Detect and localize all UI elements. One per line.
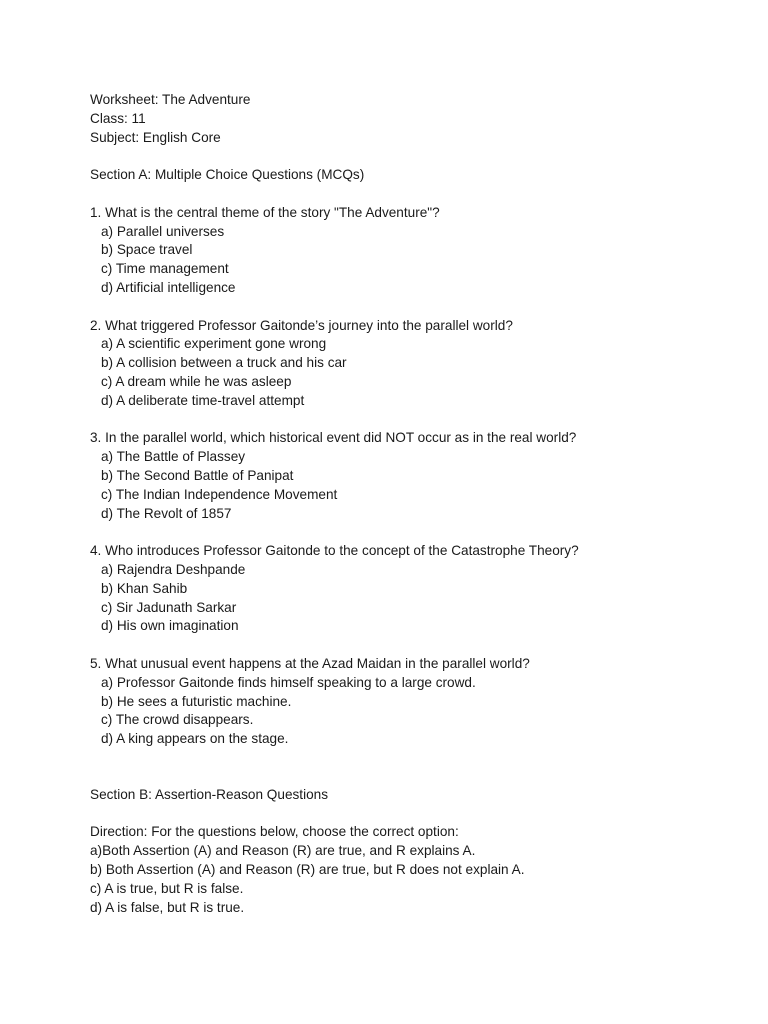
spacer [90, 805, 750, 824]
section-a [90, 166, 750, 749]
spacer [90, 749, 750, 786]
question-4 [90, 542, 750, 636]
option-a: a) A scientific experiment gone wrong [101, 336, 327, 352]
option-b: b) A collision between a truck and his car [101, 355, 347, 371]
option-d: d) The Revolt of 1857 [101, 505, 232, 521]
direction-text: Direction: For the questions below, choose the correct option: [90, 824, 459, 840]
option-c: c) The crowd disappears. [101, 712, 254, 728]
option-a: a) The Battle of Plassey [101, 449, 246, 465]
option-a: a) Parallel universes [101, 223, 225, 239]
spacer [90, 411, 750, 430]
option-d: d) His own imagination [101, 618, 239, 634]
option-d: d) A deliberate time-travel attempt [101, 392, 305, 408]
question-text: 3. In the parallel world, which historical event did NOT occur as in the real world? [90, 430, 577, 446]
spacer [90, 147, 750, 166]
subject-label: Subject: English Core [90, 129, 221, 145]
option-b: b) Khan Sahib [101, 580, 188, 596]
question-text: 1. What is the central theme of the story "The Adventure"? [90, 204, 440, 220]
choice-c: c) A is true, but R is false. [90, 880, 244, 896]
question-text: 5. What unusual event happens at the Azad Maidan in the parallel world? [90, 655, 530, 671]
question-2 [90, 317, 750, 411]
option-c: c) Sir Jadunath Sarkar [101, 599, 237, 615]
option-c: c) Time management [101, 261, 229, 277]
question-text: 4. Who introduces Professor Gaitonde to the concept of the Catastrophe Theory? [90, 543, 579, 559]
option-a: a) Professor Gaitonde finds himself speaking to a large crowd. [101, 674, 476, 690]
section-a-title: Section A: Multiple Choice Questions (MCQs) [90, 167, 365, 183]
option-d: d) Artificial intelligence [101, 279, 236, 295]
section-b [90, 786, 750, 918]
section-b-title: Section B: Assertion-Reason Questions [90, 786, 329, 802]
question-3 [90, 429, 750, 523]
option-c: c) A dream while he was asleep [101, 373, 292, 389]
spacer [90, 636, 750, 655]
choice-d: d) A is false, but R is true. [90, 899, 245, 915]
option-b: b) He sees a futuristic machine. [101, 693, 292, 709]
question-text: 2. What triggered Professor Gaitonde’s journey into the parallel world? [90, 317, 513, 333]
worksheet-page [90, 91, 750, 917]
option-c: c) The Indian Independence Movement [101, 486, 338, 502]
worksheet-title: Worksheet: The Adventure [90, 92, 251, 107]
spacer [90, 523, 750, 542]
choice-a: a)Both Assertion (A) and Reason (R) are true, and R explains A. [90, 843, 476, 859]
option-b: b) The Second Battle of Panipat [101, 467, 294, 483]
choice-b: b) Both Assertion (A) and Reason (R) are true, but R does not explain A. [90, 862, 525, 878]
question-5 [90, 655, 750, 749]
worksheet-header [90, 91, 750, 147]
option-d: d) A king appears on the stage. [101, 731, 289, 747]
spacer [90, 298, 750, 317]
question-1 [90, 204, 750, 298]
option-b: b) Space travel [101, 242, 193, 258]
spacer [90, 185, 750, 204]
class-label: Class: 11 [90, 110, 146, 126]
option-a: a) Rajendra Deshpande [101, 561, 246, 577]
